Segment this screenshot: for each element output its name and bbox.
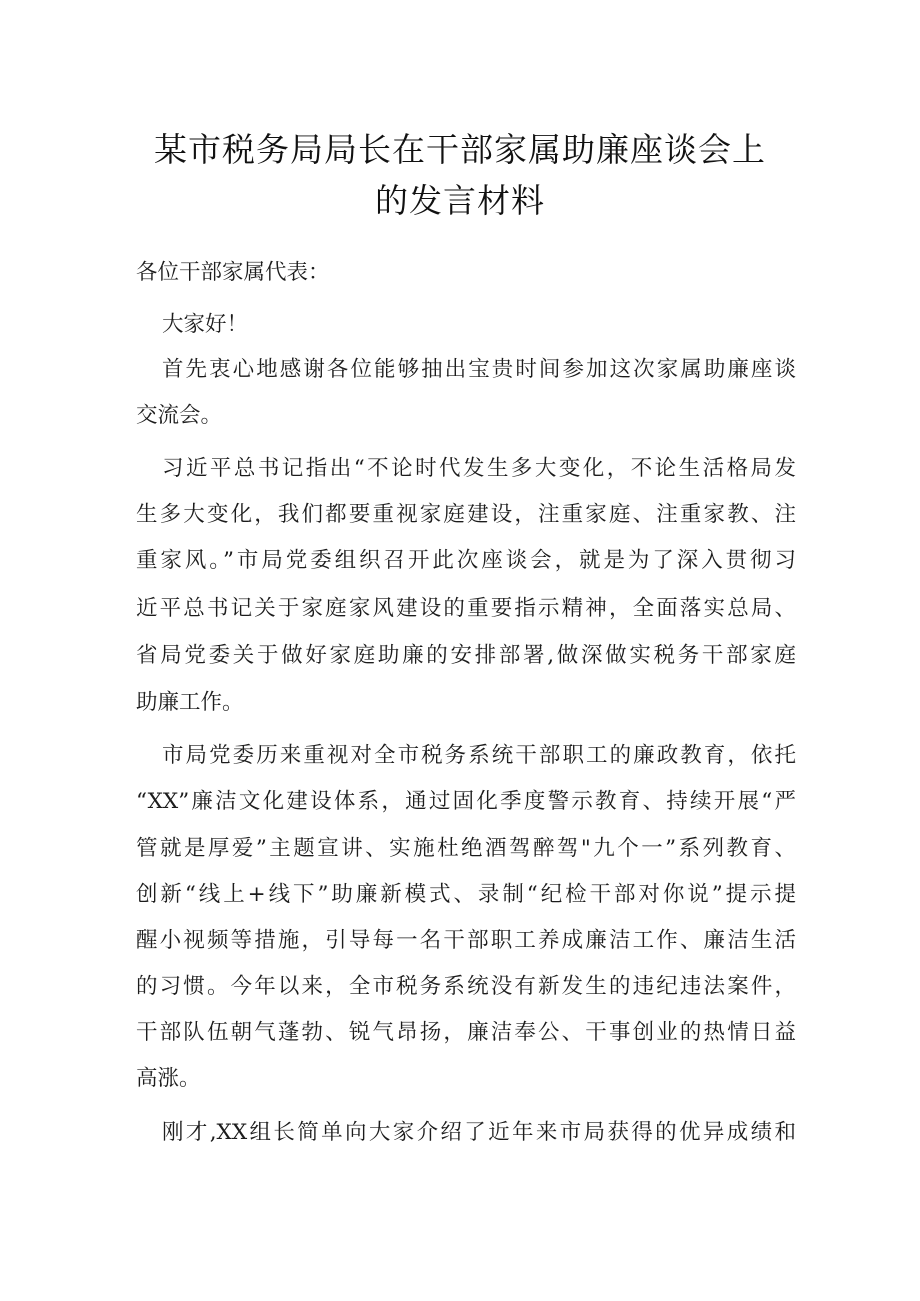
paragraph-3-line-2: “XX”廉洁文化建设体系，通过固化季度警示教育、持续开展“严 bbox=[136, 789, 796, 814]
paragraph-1-line-2: 交流会。 bbox=[136, 403, 223, 428]
paragraph-2-line-1: 习近平总书记指出“不论时代发生多大变化，不论生活格局发 bbox=[162, 456, 796, 481]
paragraph-2-line-3: 重家风。”市局党委组织召开此次座谈会，就是为了深入贯彻习 bbox=[136, 548, 796, 573]
document-title-line-1: 某市税务局局长在干部家属助廉座谈会上 bbox=[154, 130, 766, 169]
document-title-line-2: 的发言材料 bbox=[375, 181, 545, 220]
paragraph-3-line-5: 醒小视频等措施，引导每一名干部职工养成廉洁工作、廉洁生活 bbox=[136, 928, 796, 953]
salutation: 各位干部家属代表： bbox=[136, 260, 330, 285]
paragraph-1-line-1: 首先衷心地感谢各位能够抽出宝贵时间参加这次家属助廉座谈 bbox=[162, 357, 796, 382]
paragraph-3-line-1: 市局党委历来重视对全市税务系统干部职工的廉政教育，依托 bbox=[162, 743, 796, 768]
paragraph-3-line-3: 管就是厚爱”主题宣讲、实施杜绝酒驾醉驾"九个一”系列教育、 bbox=[136, 836, 796, 861]
paragraph-2-line-2: 生多大变化，我们都要重视家庭建设，注重家庭、注重家教、注 bbox=[136, 502, 796, 527]
paragraph-2-line-4: 近平总书记关于家庭家风建设的重要指示精神，全面落实总局、 bbox=[136, 596, 796, 621]
paragraph-2-line-5: 省局党委关于做好家庭助廉的安排部署,做深做实税务干部家庭 bbox=[136, 643, 796, 668]
paragraph-3-line-6: 的习惯。今年以来，全市税务系统没有新发生的违纪违法案件， bbox=[136, 974, 796, 999]
paragraph-4-line-1: 刚才,XX组长简单向大家介绍了近年来市局获得的优异成绩和 bbox=[162, 1120, 796, 1145]
paragraph-2-line-6: 助廉工作。 bbox=[136, 690, 244, 715]
paragraph-3-line-8: 高涨。 bbox=[136, 1066, 201, 1091]
paragraph-3-line-7: 干部队伍朝气蓬勃、锐气昂扬，廉洁奉公、干事创业的热情日益 bbox=[136, 1020, 796, 1045]
paragraph-3-line-4: 创新“线上+线下”助廉新模式、录制“纪检干部对你说”提示提 bbox=[136, 882, 796, 907]
greeting: 大家好！ bbox=[162, 312, 249, 337]
